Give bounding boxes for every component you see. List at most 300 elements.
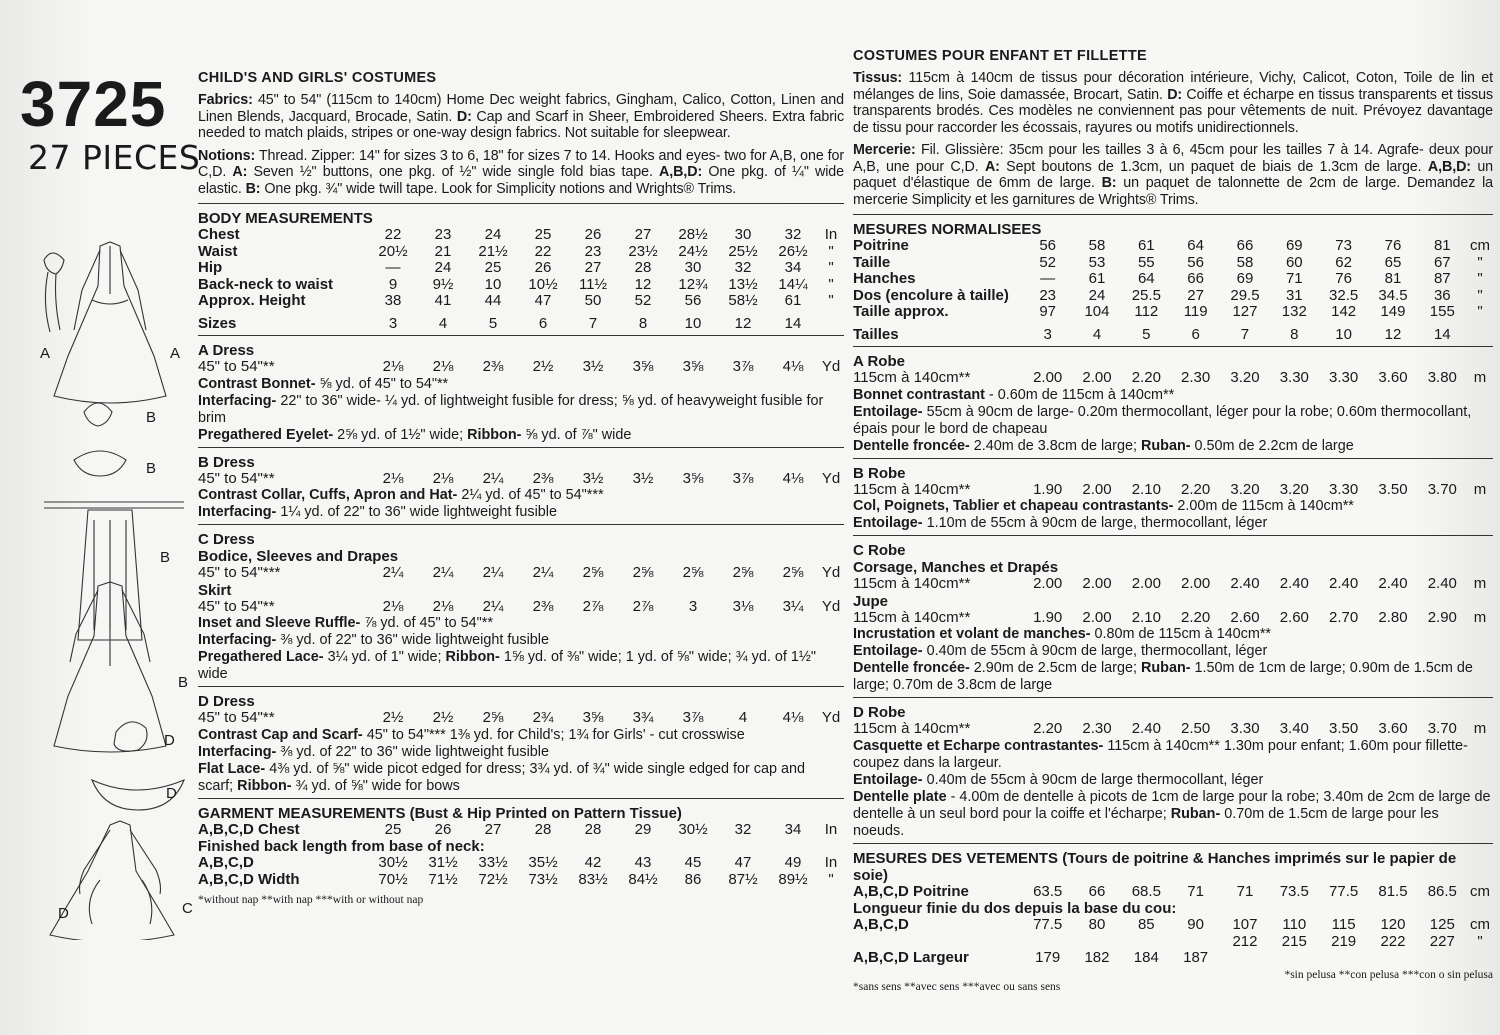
table-cell: 21½: [478, 243, 508, 260]
view-letter: B: [146, 409, 157, 426]
size-cell: 12: [1384, 326, 1402, 343]
table-cell: 2.90: [1427, 609, 1457, 626]
table-row: [853, 917, 1493, 934]
yardage-note: Inset and Sleeve Ruffle- ⅞ yd. of 45" to 54"**: [198, 615, 493, 631]
yardage-note: Interfacing- ⅜ yd. of 22" to 36" wide lightweight fusible: [198, 743, 549, 760]
table-cell: 3.70: [1427, 721, 1457, 737]
table-cell: [1319, 950, 1368, 967]
table-cell: 182: [1084, 950, 1110, 966]
table-row: [198, 822, 844, 839]
table-cell: 2⅜: [532, 470, 554, 487]
view-letter: C: [182, 900, 193, 917]
table-cell: 2⅝: [782, 565, 804, 581]
table-cell: 3.20: [1230, 370, 1260, 386]
b-robe-section: B Robe 115cm à 140cm** 1.90 2.00 2.10 2.20 3.20 3.20 3.30 3.50 3.70 m Col, Poignets, Tablier et chapeau contrastants- 2.00m de 115cm à 140cm** Entoilage- 1.10m de 55cm à 90cm de large, thermocollant, léger: [853, 465, 1493, 533]
table-cell: 3¼: [782, 598, 804, 615]
row-label: 115cm à 140cm**: [853, 609, 971, 626]
table-cell: 107: [1232, 917, 1258, 933]
table-cell: 3.20: [1230, 481, 1260, 498]
size-cell: 4: [1092, 326, 1102, 343]
divider: [853, 535, 1493, 536]
table-cell: 4: [738, 710, 748, 726]
sizes-row: Sizes 3 4 5 6 7 8 10 12 14: [198, 316, 844, 333]
divider: [198, 686, 844, 687]
size-cell: 14: [1433, 326, 1451, 343]
yardage-note: Entoilage- 55cm à 90cm de large- 0.20m thermocollant, léger pour la robe; 0.60m thermocollant, épais pour le bord de chapeau: [853, 403, 1472, 437]
table-cell: 66: [1187, 271, 1204, 287]
unit-cell: In: [824, 821, 838, 838]
bonnet-sketch-b: [84, 403, 112, 426]
table-cell: 115: [1331, 917, 1356, 933]
table-cell: 2.60: [1230, 609, 1260, 626]
table-cell: 20½: [378, 243, 408, 260]
unit-cell: Yd: [821, 710, 841, 726]
table-cell: 22: [534, 243, 552, 260]
table-cell: 3.60: [1378, 370, 1408, 386]
table-cell: 2.20: [1131, 370, 1161, 386]
table-cell: 49: [784, 855, 802, 871]
table-cell: 3.30: [1279, 370, 1309, 386]
row-label: Hanches: [853, 271, 916, 287]
size-cell: 3: [1043, 326, 1052, 343]
french-column: [853, 48, 1493, 993]
size-cell: 10: [1335, 326, 1352, 343]
yardage-note: Flat Lace- 4⅜ yd. of ⅝" wide picot edged for dress; 3¾ yd. of ¾" wide single edged for cap and scarf; Ribbon- ¾ yd. of ⅝" wide for bows: [198, 760, 805, 794]
table-cell: 53: [1088, 254, 1106, 271]
table-cell: 179: [1035, 950, 1061, 966]
table-cell: 65: [1384, 254, 1402, 271]
table-cell: 38: [384, 293, 402, 309]
table-cell: 2.00: [1082, 481, 1112, 498]
english-column: [198, 70, 844, 906]
table-cell: 2.00: [1082, 576, 1112, 592]
table-row: [853, 721, 1493, 738]
table-cell: 47: [734, 855, 752, 871]
table-row: [198, 599, 844, 616]
table-cell: 85: [1137, 917, 1155, 933]
table-cell: 61: [1088, 271, 1106, 287]
table-cell: 64: [1187, 238, 1204, 254]
table-cell: 68.5: [1131, 883, 1161, 900]
cap-sketch-d: [114, 722, 147, 751]
table-cell: [1072, 934, 1121, 951]
table-cell: 71: [1285, 271, 1303, 287]
table-row: [853, 255, 1493, 272]
row-label: A,B,C,D Largeur: [853, 950, 969, 966]
table-cell: 73: [1335, 238, 1352, 254]
table-cell: 3⅞: [732, 470, 754, 487]
view-letter: A: [170, 345, 181, 362]
unit-cell: m: [1473, 481, 1487, 498]
table-cell: 1.90: [1033, 481, 1063, 498]
piece-count: 27 PIECES: [28, 138, 201, 177]
row-label: Waist: [198, 243, 238, 260]
unit-cell: cm: [1470, 917, 1490, 933]
table-cell: 227: [1429, 933, 1455, 950]
row-label: 45" to 54"**: [198, 470, 275, 487]
row-label: Hip: [198, 260, 223, 276]
unit-cell: ": [1477, 304, 1483, 320]
table-cell: 86.5: [1427, 883, 1457, 900]
table-cell: 34: [784, 821, 802, 838]
table-cell: 28: [584, 821, 602, 838]
body-measurements-title: BODY MEASUREMENTS: [198, 210, 373, 227]
table-cell: 10½: [528, 276, 558, 293]
table-cell: —: [1040, 271, 1056, 287]
divider: [198, 203, 844, 204]
table-cell: 119: [1183, 304, 1208, 320]
yardage-note: Contrast Collar, Cuffs, Apron and Hat- 2¼ yd. of 45" to 54"***: [198, 487, 604, 503]
table-cell: 33½: [478, 855, 508, 871]
row-label: 115cm à 140cm**: [853, 481, 971, 498]
table-cell: 3.30: [1230, 721, 1260, 737]
table-cell: 10: [484, 276, 502, 293]
table-row: [853, 950, 1493, 967]
table-row: [853, 288, 1493, 305]
row-label: Approx. Height: [198, 293, 306, 309]
table-cell: 2.70: [1329, 609, 1359, 626]
table-cell: 31: [1285, 287, 1303, 304]
table-cell: 83½: [578, 871, 608, 888]
table-row: [198, 855, 844, 872]
french-title: COSTUMES POUR ENFANT ET FILLETTE: [853, 48, 1147, 64]
a-dress-section: A Dress 45" to 54"** 2⅛ 2⅛ 2⅜ 2½ 3½ 3⅝ 3⅝ 3⅞ 4⅛ Yd Contrast Bonnet- ⅝ yd. of 45" to 54"** Interfacing- 22" to 36" wide- ¼ yd. of lightweight fusible for dress; ⅝ yd. of heavyweight fusible for brim Pregathered Eyelet- 2⅝ yd. of 1½" wide; Ribbon- ⅝ yd. of ⅞" wide: [198, 342, 844, 444]
table-cell: 2.40: [1378, 576, 1408, 592]
size-cell: 6: [538, 315, 548, 332]
table-cell: 3.30: [1329, 481, 1359, 498]
size-cell: 3: [388, 315, 398, 332]
view-letter: D: [58, 905, 69, 922]
table-cell: 87½: [728, 871, 758, 888]
table-cell: 77.5: [1329, 883, 1359, 900]
table-cell: 2⅜: [532, 598, 554, 615]
pattern-number: 3725: [20, 68, 167, 140]
table-cell: 2⅛: [382, 359, 404, 375]
table-cell: 21: [434, 243, 452, 260]
table-cell: 77.5: [1033, 917, 1063, 933]
table-cell: 2.00: [1082, 370, 1112, 386]
table-cell: 4⅛: [782, 359, 804, 375]
tailles-row: Tailles 3 4 5 6 7 8 10 12 14: [853, 327, 1493, 344]
row-label: Chest: [198, 227, 240, 243]
table-cell: 55: [1137, 254, 1155, 271]
table-cell: 2.30: [1181, 370, 1211, 386]
table-cell: 3½: [582, 470, 604, 487]
b-dress-section: B Dress 45" to 54"** 2⅛ 2⅛ 2¼ 2⅜ 3½ 3½ 3⅝ 3⅞ 4⅛ Yd Contrast Collar, Cuffs, Apron and Hat- 2¼ yd. of 45" to 54"*** Interfacing- 1¼ yd. of 22" to 36" wide lightweight fusible: [198, 454, 844, 522]
yardage-note: Dentelle froncée- 2.90m de 2.5cm de large; Ruban- 1.50m de 1cm de large; 0.90m de 1.5cm de large; 0.70m de 3.8cm de large: [853, 660, 1473, 693]
table-cell: 32: [734, 260, 752, 276]
yardage-note: Incrustation et volant de manches- 0.80m de 115cm à 140cm**: [853, 626, 1272, 642]
table-cell: 76: [1384, 238, 1402, 254]
table-cell: [1418, 950, 1467, 967]
unit-cell: m: [1473, 576, 1487, 592]
table-cell: 29.5: [1230, 287, 1260, 304]
nap-footnote: *without nap **with nap ***with or without nap: [198, 894, 424, 906]
table-cell: 32: [784, 227, 802, 243]
table-cell: 30: [684, 260, 702, 276]
table-cell: [1270, 950, 1319, 967]
table-cell: 2⅞: [582, 598, 604, 615]
unit-cell: [1467, 327, 1493, 344]
divider: [198, 447, 844, 448]
table-cell: 2.40: [1427, 576, 1457, 592]
collar-sketch-b: [74, 451, 126, 476]
notions-paragraph: Notions: Thread. Zipper: 14" for sizes 3 to 6, 18" for sizes 7 to 14. Hooks and eyes- two for A,B, one for C,D. A: Seven ½" buttons, one pkg. of ½" wide single fold bias tape. A,B,D: One pkg. of ¼" wide elastic. B: One pkg. ¾" wide twill tape. Look for Simplicity notions and Wrights® Trims.: [198, 147, 844, 197]
table-cell: 32: [734, 821, 752, 838]
table-cell: 24½: [678, 243, 708, 260]
divider: [853, 346, 1493, 347]
size-cell: 7: [1240, 326, 1250, 343]
table-cell: 45: [684, 855, 702, 871]
table-cell: 2⅝: [682, 565, 704, 581]
table-cell: 2.20: [1181, 609, 1211, 626]
table-cell: 3.60: [1378, 721, 1408, 737]
table-row: [198, 471, 844, 488]
table-cell: 2⅛: [432, 598, 454, 615]
divider: [853, 214, 1493, 215]
table-cell: 62: [1335, 254, 1352, 271]
table-row: [853, 576, 1493, 593]
row-label: 45" to 54"**: [198, 598, 275, 615]
table-cell: 1.90: [1033, 609, 1063, 626]
size-cell: 7: [588, 315, 598, 332]
table-row: [853, 370, 1493, 387]
unit-cell: Yd: [821, 359, 841, 375]
table-cell: 2½: [432, 710, 454, 726]
table-cell: 215: [1281, 933, 1307, 950]
table-row: [198, 260, 844, 277]
table-row: [853, 884, 1493, 901]
table-cell: 9: [388, 276, 398, 293]
yardage-note: Dentelle froncée- 2.40m de 3.8cm de large; Ruban- 0.50m de 2.2cm de large: [853, 437, 1354, 454]
table-row: [853, 610, 1493, 627]
size-cell: 12: [734, 315, 752, 332]
english-title: CHILD'S AND GIRLS' COSTUMES: [198, 70, 437, 86]
table-cell: 110: [1282, 917, 1307, 933]
yardage-note: Pregathered Eyelet- 2⅝ yd. of 1½" wide; Ribbon- ⅝ yd. of ⅞" wide: [198, 426, 632, 443]
table-cell: 89½: [778, 871, 808, 888]
table-cell: 3⅝: [582, 710, 604, 726]
table-cell: 2.40: [1131, 721, 1161, 737]
table-row: [198, 293, 844, 310]
table-cell: 23: [1039, 287, 1056, 304]
table-cell: 28½: [678, 227, 708, 243]
table-cell: 3.30: [1329, 370, 1359, 386]
unit-cell: Yd: [821, 598, 841, 615]
mesures-title: MESURES NORMALISEES: [853, 221, 1042, 238]
table-cell: 58: [1236, 254, 1254, 271]
unit-cell: ": [828, 276, 834, 293]
table-cell: 25: [484, 260, 502, 276]
divider: [198, 335, 844, 336]
table-cell: 3⅝: [632, 359, 654, 375]
table-cell: 71½: [428, 871, 458, 888]
table-cell: 50: [584, 293, 602, 309]
table-cell: 2¼: [482, 565, 504, 581]
yardage-note: Interfacing- 22" to 36" wide- ¼ yd. of lightweight fusible for dress; ⅝ yd. of heavyweight fusible for brim: [198, 392, 824, 426]
table-cell: 13½: [728, 276, 758, 293]
unit-cell: ": [828, 293, 834, 309]
table-cell: 81: [1433, 238, 1451, 254]
mesures-vetements-section: MESURES DES VETEMENTS (Tours de poitrine & Hanches imprimés sur le papier de soie) A,B,C,D Poitrine 63.5 66 68.5 71 71 73.5 77.5 81.5 86.5 cm Longueur finie du dos depuis la base du cou: A,B,C,D 77.5 80 85 90 107 110 115 120 125 cm 212 215 219 222 227 " A,B,C,D Largeur 179 182 184 187: [853, 850, 1493, 967]
table-cell: 22: [384, 227, 402, 243]
table-cell: 2⅝: [732, 565, 754, 581]
table-cell: 2.00: [1033, 576, 1063, 592]
table-cell: 3¾: [632, 710, 654, 726]
yardage-note: Contrast Cap and Scarf- 45" to 54"*** 1⅜ yd. for Child's; 1¾ for Girls' - cut crosswise: [198, 726, 745, 743]
table-cell: 2⅛: [382, 470, 404, 487]
table-cell: 28: [634, 260, 652, 276]
table-cell: 2⅝: [482, 710, 504, 726]
table-cell: 27: [634, 227, 652, 243]
table-cell: 3½: [632, 470, 654, 487]
table-cell: 25: [534, 227, 552, 243]
size-cell: 4: [438, 315, 448, 332]
table-cell: 73.5: [1279, 883, 1309, 900]
table-cell: 3⅝: [682, 359, 704, 375]
table-cell: 2.00: [1082, 609, 1112, 626]
unit-cell: ": [1477, 271, 1483, 287]
table-cell: 2.50: [1181, 721, 1211, 737]
yardage-note: Bonnet contrastant - 0.60m de 115cm à 140cm**: [853, 386, 1175, 403]
table-cell: 63.5: [1033, 883, 1063, 900]
table-cell: 66: [1236, 238, 1254, 254]
table-row: [198, 710, 844, 727]
table-cell: 64: [1137, 271, 1155, 287]
table-cell: 27: [584, 260, 602, 276]
row-label: A,B,C,D Width: [198, 871, 300, 888]
table-cell: 25.5: [1131, 287, 1161, 304]
table-cell: 3.50: [1329, 721, 1359, 737]
unit-cell: ": [1477, 287, 1483, 304]
size-cell: 14: [784, 315, 802, 332]
table-cell: 12¾: [678, 276, 708, 293]
size-cell: 6: [1191, 326, 1200, 343]
c-robe-section: C Robe Corsage, Manches et Drapés 115cm à 140cm** 2.00 2.00 2.00 2.00 2.40 2.40 2.40 2.40 2.40 m Jupe 115cm à 140cm** 1.90 2.00 2.10 2.20 2.60 2.60 2.70 2.80 2.90 m Incrustation et volant de manches- 0.80m de 115cm à 140cm** Entoilage- 0.40m de 55cm à 90cm de large, thermocollant, léger Dentelle froncée- 2.90m de 2.5cm de large; Ruban- 1.50m de 1cm de large; 0.90m de 1.5cm de large; 0.70m de 3.8cm de large: [853, 542, 1493, 694]
table-cell: 25: [384, 821, 402, 838]
table-cell: 3.50: [1378, 481, 1408, 498]
unit-cell: ": [828, 260, 834, 276]
unit-cell: [818, 316, 844, 333]
table-cell: 212: [1232, 933, 1258, 950]
table-cell: 36: [1433, 287, 1451, 304]
unit-cell: ": [1477, 933, 1483, 950]
table-cell: 219: [1331, 933, 1357, 950]
unit-cell: In: [824, 855, 838, 871]
table-cell: 26: [434, 821, 452, 838]
table-cell: [1023, 934, 1072, 951]
table-cell: 58½: [728, 293, 758, 309]
table-cell: 24: [484, 227, 502, 243]
yardage-note: Entoilage- 0.40m de 55cm à 90cm de large thermocollant, léger: [853, 771, 1264, 788]
row-label: Taille: [853, 254, 891, 271]
table-cell: 2.00: [1181, 576, 1211, 592]
table-row: [853, 934, 1493, 951]
table-cell: 2⅛: [432, 359, 454, 375]
table-row: [853, 482, 1493, 499]
table-cell: 73½: [528, 871, 558, 888]
table-cell: 184: [1133, 950, 1159, 966]
divider: [853, 458, 1493, 459]
table-cell: 2½: [532, 359, 554, 375]
pelusa-footnote: *sin pelusa **con pelusa ***con o sin pelusa: [1284, 968, 1493, 981]
yardage-note: Entoilage- 0.40m de 55cm à 90cm de large, thermocollant, léger: [853, 643, 1268, 659]
table-cell: 2.10: [1131, 609, 1161, 626]
bonnet-sketch-a: [44, 253, 64, 274]
table-cell: 28: [534, 821, 552, 838]
view-letter: A: [40, 345, 51, 362]
unit-cell: [1467, 950, 1493, 967]
row-label: Back-neck to waist: [198, 276, 334, 293]
d-robe-section: D Robe 115cm à 140cm** 2.20 2.30 2.40 2.50 3.30 3.40 3.50 3.60 3.70 m Casquette et Echarpe contrastantes- 115cm à 140cm** 1.30m pour enfant; 1.60m pour fillette- coupez dans la largeur. Entoilage- 0.40m de 55cm à 90cm de large thermocollant, léger Dentelle plate - 4.00m de dentelle à picots de 1cm de large pour la robe; 3.40m de 2cm de large de dentelle à un seul bord pour la coiffe et l'écharpe; Ruban- 0.70m de 1.5cm de large pour les noeuds.: [853, 704, 1493, 840]
table-cell: 9½: [432, 276, 454, 293]
row-label: Taille approx.: [853, 304, 949, 320]
row-label: A,B,C,D: [198, 855, 254, 871]
divider: [853, 843, 1493, 844]
table-row: [853, 238, 1493, 255]
table-cell: 4⅛: [782, 710, 804, 726]
table-cell: 127: [1232, 304, 1258, 320]
mesures-table: [853, 238, 1493, 321]
table-cell: 120: [1380, 917, 1406, 933]
table-cell: 26: [534, 260, 552, 276]
view-letter: B: [146, 460, 157, 477]
yardage-note: Interfacing- ⅜ yd. of 22" to 36" wide lightweight fusible: [198, 632, 549, 648]
size-cell: 8: [1290, 326, 1299, 343]
yardage-note: Contrast Bonnet- ⅝ yd. of 45" to 54"**: [198, 375, 449, 392]
table-cell: 60: [1285, 254, 1303, 271]
table-cell: 2.40: [1230, 576, 1260, 592]
row-label: A,B,C,D Chest: [198, 821, 300, 838]
unit-cell: Yd: [821, 565, 841, 581]
table-cell: 2.10: [1131, 481, 1161, 498]
unit-cell: ": [828, 243, 834, 260]
garment-measurements-section: GARMENT MEASUREMENTS (Bust & Hip Printed on Pattern Tissue) A,B,C,D Chest 25 26 27 28 28 29 30½ 32 34 In Finished back length from base of neck: A,B,C,D 30½ 31½ 33½ 35½ 42 43 45 47 49 In A,B,C,D Width 70½ 71½ 72½ 73½ 83½ 84½ 86 87½ 89½ ": [198, 805, 844, 889]
table-cell: 2¼: [482, 598, 504, 615]
row-label: [853, 934, 1023, 951]
unit-cell: m: [1473, 609, 1487, 626]
divider: [198, 798, 844, 799]
row-label: A,B,C,D Poitrine: [853, 883, 969, 900]
table-cell: 52: [634, 293, 652, 309]
table-row: [853, 304, 1493, 321]
table-cell: 2⅞: [632, 598, 654, 615]
unit-cell: ": [1477, 254, 1483, 271]
row-label: Poitrine: [853, 238, 909, 254]
table-cell: 27: [1187, 287, 1204, 304]
d-dress-section: D Dress 45" to 54"** 2½ 2½ 2⅝ 2¾ 3⅝ 3¾ 3⅞ 4 4⅛ Yd Contrast Cap and Scarf- 45" to 54"*** 1⅜ yd. for Child's; 1¾ for Girls' - cut crosswise Interfacing- ⅜ yd. of 22" to 36" wide lightweight fusible Flat Lace- 4⅜ yd. of ⅝" wide picot edged for dress; 3¾ yd. of ¾" wide single edged for cap and scarf; Ribbon- ¾ yd. of ⅝" wide for bows: [198, 693, 844, 795]
table-cell: 2.20: [1181, 481, 1211, 498]
table-cell: 112: [1134, 304, 1159, 320]
row-label: A,B,C,D: [853, 917, 909, 933]
table-cell: 3⅝: [682, 470, 704, 487]
table-cell: 31½: [428, 855, 458, 871]
table-cell: 52: [1039, 254, 1056, 271]
table-cell: 34: [784, 260, 802, 276]
table-cell: 2¼: [482, 470, 504, 487]
table-cell: 61: [1137, 238, 1155, 254]
table-cell: 2½: [382, 710, 404, 726]
table-cell: 2¼: [432, 565, 454, 581]
table-cell: 56: [1039, 238, 1056, 254]
unit-cell: Yd: [821, 470, 841, 487]
table-cell: 69: [1236, 271, 1254, 287]
table-cell: 30½: [378, 855, 408, 871]
unit-cell: ": [828, 871, 834, 888]
table-cell: 3.80: [1427, 370, 1457, 386]
table-cell: 23: [584, 243, 602, 260]
table-cell: 97: [1039, 304, 1056, 320]
